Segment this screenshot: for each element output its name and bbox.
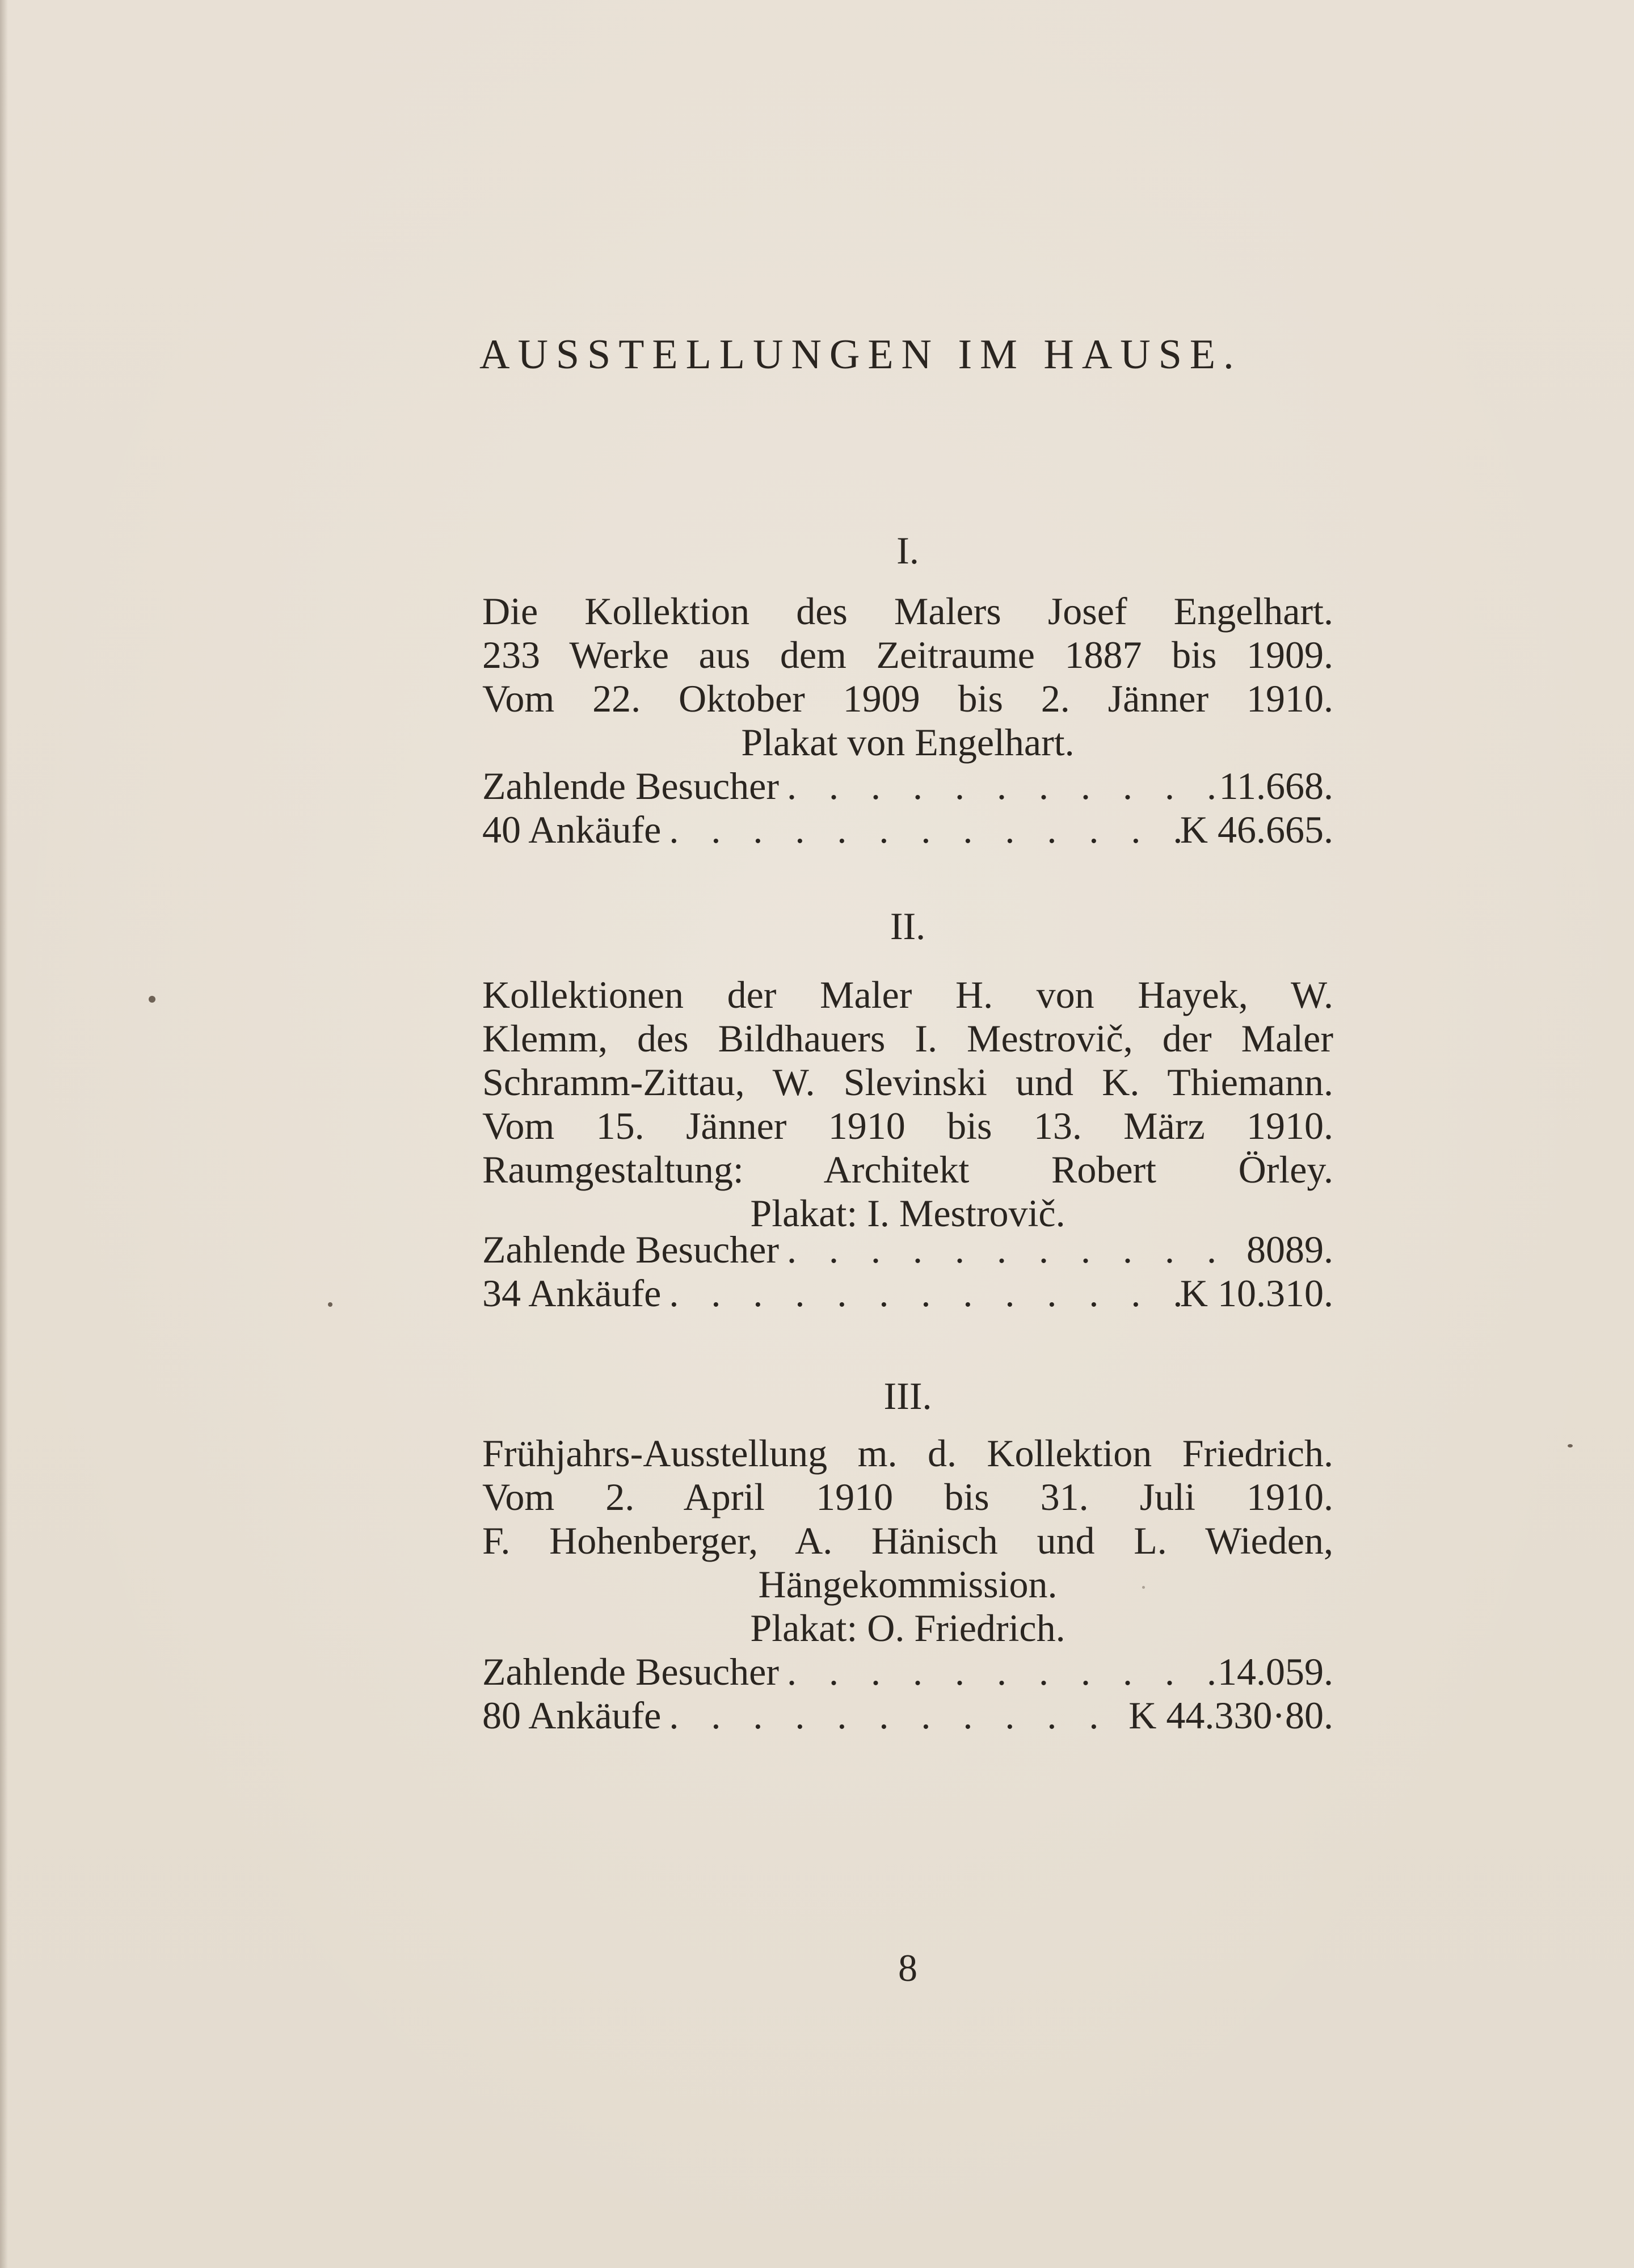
dot-leader: [661, 807, 1180, 852]
purchases-label: 34 Ankäufe: [482, 1272, 662, 1315]
section-3-line-3: F. Hohenberger, A. Hänisch und L. Wieden,: [482, 1519, 1333, 1562]
paper-speck: [149, 996, 155, 1003]
dot-leader: [779, 763, 1219, 809]
visitors-label: Zahlende Besucher: [482, 1650, 779, 1693]
section-1-visitors-row: [482, 763, 1333, 809]
section-1-purchases-row: [482, 807, 1333, 852]
section-2-line-3: Schramm-Zittau, W. Slevinski und K. Thiemann.: [482, 1061, 1333, 1104]
visitors-value: 11.668.: [1219, 764, 1333, 807]
section-2-plakat: Plakat: I. Mestrovič.: [750, 1192, 1066, 1235]
visitors-label: Zahlende Besucher: [482, 1228, 779, 1271]
section-1-plakat: Plakat von Engelhart.: [741, 721, 1075, 764]
section-1-line-2: 233 Werke aus dem Zeitraume 1887 bis 1909.: [482, 633, 1333, 676]
visitors-value: 8089.: [1246, 1228, 1333, 1271]
section-3-visitors-row: [482, 1649, 1333, 1694]
paper-speck: [328, 1302, 332, 1307]
dot-leader: [661, 1693, 1128, 1738]
section-3-line-1: Frühjahrs-Ausstellung m. d. Kollektion Friedrich.: [482, 1432, 1333, 1475]
purchases-label: 80 Ankäufe: [482, 1694, 662, 1737]
purchases-label: 40 Ankäufe: [482, 808, 662, 851]
page-number: 8: [898, 1946, 917, 1989]
section-3-numeral: III.: [883, 1374, 932, 1417]
paper-speck: [1568, 1444, 1573, 1448]
section-1-numeral: I.: [896, 529, 919, 572]
purchases-value: K 44.330·80.: [1128, 1694, 1333, 1737]
section-2-line-4: Vom 15. Jänner 1910 bis 13. März 1910.: [482, 1104, 1333, 1147]
section-2-visitors-row: [482, 1227, 1333, 1272]
section-1-line-3: Vom 22. Oktober 1909 bis 2. Jänner 1910.: [482, 677, 1333, 720]
purchases-value: K 10.310.: [1180, 1272, 1333, 1315]
section-2-line-2: Klemm, des Bildhauers I. Mestrovič, der Maler: [482, 1017, 1333, 1060]
dot-leader: [661, 1270, 1180, 1316]
section-3-purchases-row: [482, 1693, 1333, 1738]
dot-leader: [779, 1649, 1218, 1694]
section-1-line-1: Die Kollektion des Malers Josef Engelhart.: [482, 590, 1333, 633]
section-2-numeral: II.: [890, 904, 926, 948]
section-2-purchases-row: [482, 1270, 1333, 1316]
visitors-value: 14.059.: [1218, 1650, 1333, 1693]
section-2-line-5: Raumgestaltung: Architekt Robert Örley.: [482, 1148, 1333, 1191]
page-title: AUSSTELLUNGEN IM HAUSE.: [479, 331, 1242, 378]
purchases-value: K 46.665.: [1180, 808, 1333, 851]
section-2-line-1: Kollektionen der Maler H. von Hayek, W.: [482, 973, 1333, 1016]
section-3-hangekommission: Hängekommission.: [758, 1563, 1058, 1606]
paper-speck: [1142, 1586, 1145, 1589]
dot-leader: [779, 1227, 1246, 1272]
visitors-label: Zahlende Besucher: [482, 764, 779, 807]
section-3-plakat: Plakat: O. Friedrich.: [750, 1606, 1066, 1650]
section-3-line-2: Vom 2. April 1910 bis 31. Juli 1910.: [482, 1475, 1333, 1518]
